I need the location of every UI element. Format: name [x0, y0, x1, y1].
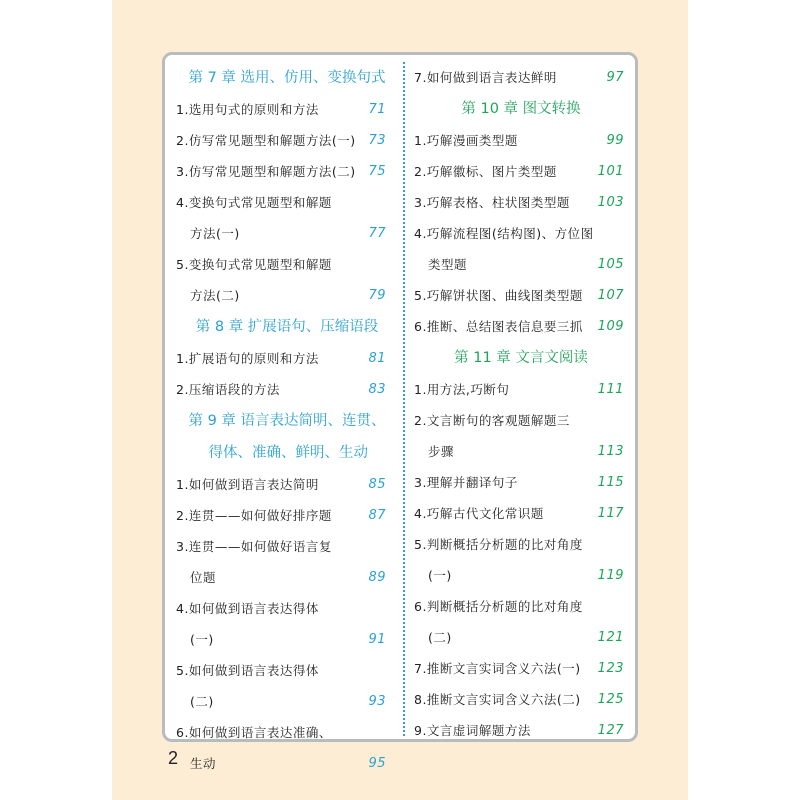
entry-page-number: 95: [368, 756, 386, 771]
entry-title: 5.判断概括分析题的比对角度: [414, 537, 583, 552]
entry-page-number: 75: [368, 164, 386, 179]
entry-title: 1.巧解漫画类型题: [414, 133, 518, 148]
entry-title: 6.推断、总结图表信息要三抓: [414, 319, 583, 334]
chapter-heading[interactable]: 第 10 章 图文转换: [461, 101, 581, 117]
entry-title: 2.文言断句的客观题解题三: [414, 413, 570, 428]
toc-entry[interactable]: [176, 531, 398, 562]
entry-title: 5.巧解饼状图、曲线图类型题: [414, 288, 583, 303]
toc-left-column: [176, 62, 398, 779]
entry-page-number: 123: [597, 661, 624, 676]
entry-page-number: 87: [368, 508, 386, 523]
entry-title: 4.如何做到语言表达得体: [176, 601, 319, 616]
entry-title: 1.用方法,巧断句: [414, 382, 510, 397]
entry-title: 1.扩展语句的原则和方法: [176, 351, 319, 366]
toc-entry[interactable]: [414, 591, 628, 622]
entry-title: 4.巧解流程图(结构图)、方位图: [414, 226, 594, 241]
entry-page-number: 103: [597, 195, 624, 210]
toc-entry[interactable]: [414, 715, 628, 746]
toc-entry[interactable]: [414, 62, 628, 93]
entry-page-number: 121: [597, 630, 624, 645]
toc-entry[interactable]: [176, 249, 398, 280]
toc-entry[interactable]: [176, 469, 398, 500]
toc-entry[interactable]: [414, 156, 628, 187]
entry-page-number: 109: [597, 319, 624, 334]
toc-entry[interactable]: [414, 560, 628, 591]
toc-entry[interactable]: [414, 374, 628, 405]
entry-page-number: 119: [597, 568, 624, 583]
toc-entry[interactable]: [176, 343, 398, 374]
toc-entry[interactable]: [176, 748, 398, 779]
entry-title: 3.理解并翻译句子: [414, 475, 518, 490]
entry-page-number: 115: [597, 475, 624, 490]
toc-entry[interactable]: [176, 187, 398, 218]
entry-page-number: 117: [597, 506, 624, 521]
chapter-heading[interactable]: 得体、准确、鲜明、生动: [208, 445, 368, 461]
entry-title: 3.连贯——如何做好语言复: [176, 539, 332, 554]
entry-title: 5.变换句式常见题型和解题: [176, 257, 332, 272]
entry-title: 4.变换句式常见题型和解题: [176, 195, 332, 210]
entry-page-number: 127: [597, 723, 624, 738]
toc-entry[interactable]: [414, 280, 628, 311]
entry-page-number: 101: [597, 164, 624, 179]
toc-entry[interactable]: [414, 653, 628, 684]
toc-entry[interactable]: [414, 311, 628, 342]
toc-entry[interactable]: [176, 156, 398, 187]
column-divider: [403, 62, 405, 736]
entry-title: 位题: [190, 570, 217, 585]
toc-entry[interactable]: [414, 684, 628, 715]
toc-entry[interactable]: [414, 187, 628, 218]
entry-title: 方法(二): [190, 288, 240, 303]
entry-page-number: 105: [597, 257, 624, 272]
toc-entry[interactable]: [414, 529, 628, 560]
entry-title: 类型题: [428, 257, 468, 272]
entry-title: 6.如何做到语言表达准确、: [176, 725, 332, 740]
entry-title: 2.仿写常见题型和解题方法(一): [176, 133, 356, 148]
toc-entry[interactable]: [176, 593, 398, 624]
page-number: 2: [168, 748, 179, 768]
entry-page-number: 85: [368, 477, 386, 492]
toc-entry[interactable]: [414, 405, 628, 436]
toc-entry[interactable]: [176, 125, 398, 156]
entry-page-number: 83: [368, 382, 386, 397]
toc-entry[interactable]: [414, 125, 628, 156]
entry-page-number: 113: [597, 444, 624, 459]
entry-title: 9.文言虚词解题方法: [414, 723, 531, 738]
entry-title: 1.如何做到语言表达简明: [176, 477, 319, 492]
toc-entry[interactable]: [176, 280, 398, 311]
entry-page-number: 89: [368, 570, 386, 585]
toc-entry[interactable]: [176, 717, 398, 748]
entry-page-number: 93: [368, 694, 386, 709]
entry-title: 7.推断文言实词含义六法(一): [414, 661, 581, 676]
toc-entry[interactable]: [176, 94, 398, 125]
entry-title: (二): [190, 694, 214, 709]
chapter-heading[interactable]: 第 8 章 扩展语句、压缩语段: [195, 319, 379, 335]
toc-entry[interactable]: [414, 249, 628, 280]
toc-entry[interactable]: [176, 562, 398, 593]
entry-title: (一): [428, 568, 452, 583]
toc-entry[interactable]: [176, 218, 398, 249]
toc-entry[interactable]: [414, 467, 628, 498]
entry-title: 6.判断概括分析题的比对角度: [414, 599, 583, 614]
entry-title: (一): [190, 632, 214, 647]
toc-right-column: [414, 62, 628, 746]
toc-entry[interactable]: [414, 498, 628, 529]
entry-title: 方法(一): [190, 226, 240, 241]
chapter-heading[interactable]: 第 7 章 选用、仿用、变换句式: [188, 70, 386, 86]
entry-title: 步骤: [428, 444, 455, 459]
entry-page-number: 71: [368, 102, 386, 117]
entry-page-number: 107: [597, 288, 624, 303]
entry-title: 8.推断文言实词含义六法(二): [414, 692, 581, 707]
entry-page-number: 77: [368, 226, 386, 241]
entry-page-number: 79: [368, 288, 386, 303]
entry-page-number: 73: [368, 133, 386, 148]
entry-page-number: 99: [606, 133, 624, 148]
entry-title: 3.巧解表格、柱状图类型题: [414, 195, 570, 210]
entry-title: (二): [428, 630, 452, 645]
entry-title: 7.如何做到语言表达鲜明: [414, 70, 557, 85]
entry-title: 2.连贯——如何做好排序题: [176, 508, 332, 523]
entry-page-number: 81: [368, 351, 386, 366]
toc-entry[interactable]: [414, 622, 628, 653]
toc-entry[interactable]: [414, 218, 628, 249]
toc-entry[interactable]: [176, 686, 398, 717]
entry-page-number: 97: [606, 70, 624, 85]
toc-entry[interactable]: [176, 374, 398, 405]
toc-entry[interactable]: [414, 436, 628, 467]
entry-title: 4.巧解古代文化常识题: [414, 506, 544, 521]
entry-page-number: 111: [597, 382, 624, 397]
entry-page-number: 91: [368, 632, 386, 647]
toc-entry[interactable]: [176, 624, 398, 655]
toc-entry[interactable]: [176, 500, 398, 531]
entry-title: 2.压缩语段的方法: [176, 382, 280, 397]
chapter-heading[interactable]: 第 9 章 语言表达简明、连贯、: [188, 413, 386, 429]
entry-title: 1.选用句式的原则和方法: [176, 102, 319, 117]
entry-title: 5.如何做到语言表达得体: [176, 663, 319, 678]
entry-title: 3.仿写常见题型和解题方法(二): [176, 164, 356, 179]
chapter-heading[interactable]: 第 11 章 文言文阅读: [454, 350, 588, 366]
entry-page-number: 125: [597, 692, 624, 707]
toc-entry[interactable]: [176, 655, 398, 686]
entry-title: 生动: [190, 756, 217, 771]
entry-title: 2.巧解徽标、图片类型题: [414, 164, 557, 179]
